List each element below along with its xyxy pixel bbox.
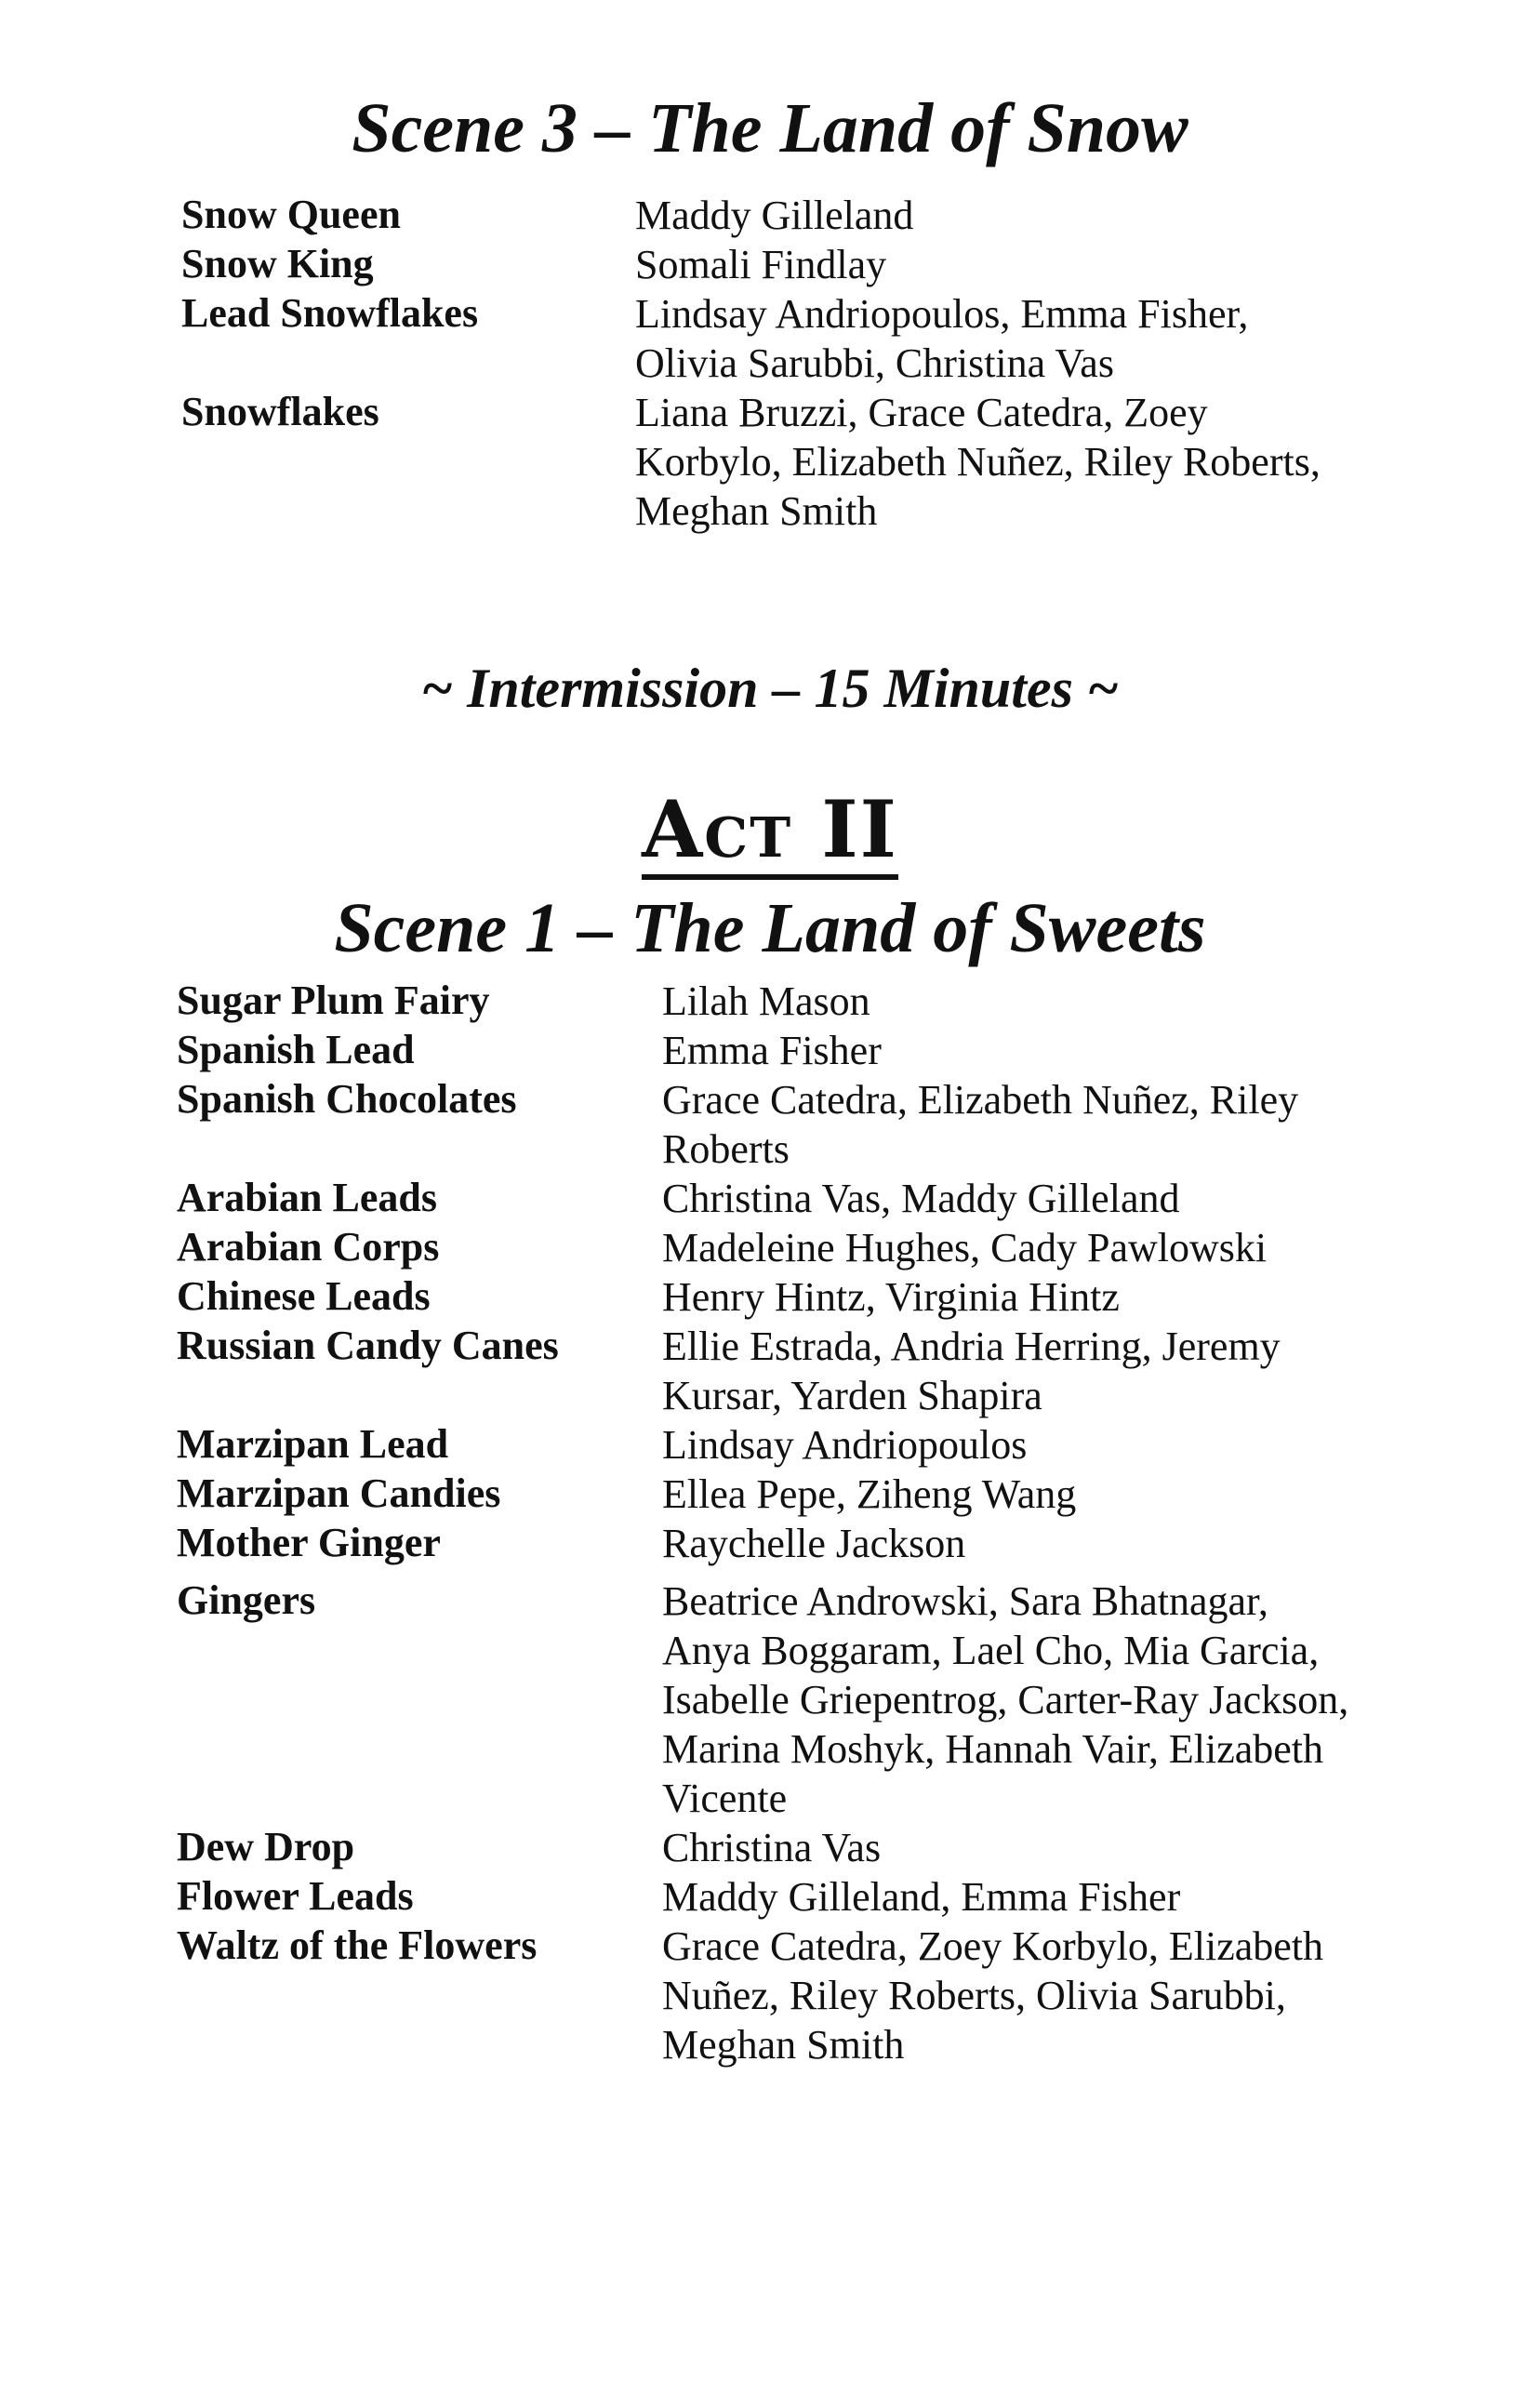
performer-names: Madeleine Hughes, Cady Pawlowski — [662, 1225, 1268, 1270]
performer-names: Maddy Gilleland, Emma Fisher — [662, 1874, 1181, 1920]
role-label: Marzipan Candies — [177, 1470, 501, 1516]
performer-names: Grace Catedra, Zoey Korbylo, Elizabeth Nuñez, Riley Roberts, Olivia Sarubbi, Meghan Smith — [662, 1923, 1324, 2068]
scene-3-title: Scene 3 – The Land of Snow — [352, 89, 1188, 167]
performer-names: Christina Vas — [662, 1825, 882, 1870]
role-label: Waltz of the Flowers — [177, 1922, 538, 1968]
performer-names: Maddy Gilleland — [635, 193, 914, 238]
performer-names: Beatrice Androwski, Sara Bhatnagar, Anya Boggaram, Lael Cho, Mia Garcia, Isabelle Griepentrog, Carter-Ray Jackson, Marina Moshyk, Hannah Vair, Elizabeth Vicente — [662, 1578, 1349, 1821]
performer-names: Lindsay Andriopoulos — [662, 1422, 1028, 1468]
scene-1-title: Scene 1 – The Land of Sweets — [334, 889, 1206, 967]
role-label: Gingers — [177, 1577, 316, 1623]
performer-names: Ellea Pepe, Ziheng Wang — [662, 1471, 1077, 1517]
role-label: Snow King — [181, 241, 374, 286]
role-label: Snow Queen — [181, 192, 401, 237]
role-label: Arabian Corps — [177, 1224, 440, 1270]
act-2-heading — [0, 783, 1540, 880]
role-label: Spanish Lead — [177, 1027, 415, 1072]
role-label: Spanish Chocolates — [177, 1076, 517, 1122]
role-label: Chinese Leads — [177, 1273, 431, 1319]
role-label: Dew Drop — [177, 1824, 355, 1869]
performer-names: Ellie Estrada, Andria Herring, Jeremy Kursar, Yarden Shapira — [662, 1324, 1281, 1418]
role-label: Sugar Plum Fairy — [177, 978, 490, 1023]
role-label: Lead Snowflakes — [181, 290, 479, 336]
performer-names: Raychelle Jackson — [662, 1521, 966, 1566]
performer-names: Emma Fisher — [662, 1028, 882, 1073]
role-label: Marzipan Lead — [177, 1421, 449, 1467]
intermission-note: ~ Intermission – 15 Minutes ~ — [420, 658, 1120, 719]
role-label: Russian Candy Canes — [177, 1323, 559, 1368]
performer-names: Grace Catedra, Elizabeth Nuñez, Riley Roberts — [662, 1077, 1299, 1172]
role-label: Flower Leads — [177, 1873, 414, 1919]
performer-names: Lindsay Andriopoulos, Emma Fisher, Olivia Sarubbi, Christina Vas — [635, 291, 1249, 386]
role-label: Snowflakes — [181, 389, 379, 434]
cast-row-names — [635, 388, 1321, 536]
cast-row-names — [635, 240, 886, 289]
role-label: Arabian Leads — [177, 1175, 437, 1220]
cast-row-names — [635, 289, 1248, 388]
role-label: Mother Ginger — [177, 1520, 441, 1565]
cast-row-names — [635, 191, 913, 240]
performer-names: Henry Hintz, Virginia Hintz — [662, 1274, 1120, 1320]
act-2-title: Act II — [642, 791, 898, 880]
performer-names: Lilah Mason — [662, 978, 870, 1024]
performer-names: Christina Vas, Maddy Gilleland — [662, 1176, 1180, 1221]
performer-names: Liana Bruzzi, Grace Catedra, Zoey Korbylo, Elizabeth Nuñez, Riley Roberts, Meghan Smith — [635, 390, 1321, 534]
performer-names: Somali Findlay — [635, 242, 887, 287]
